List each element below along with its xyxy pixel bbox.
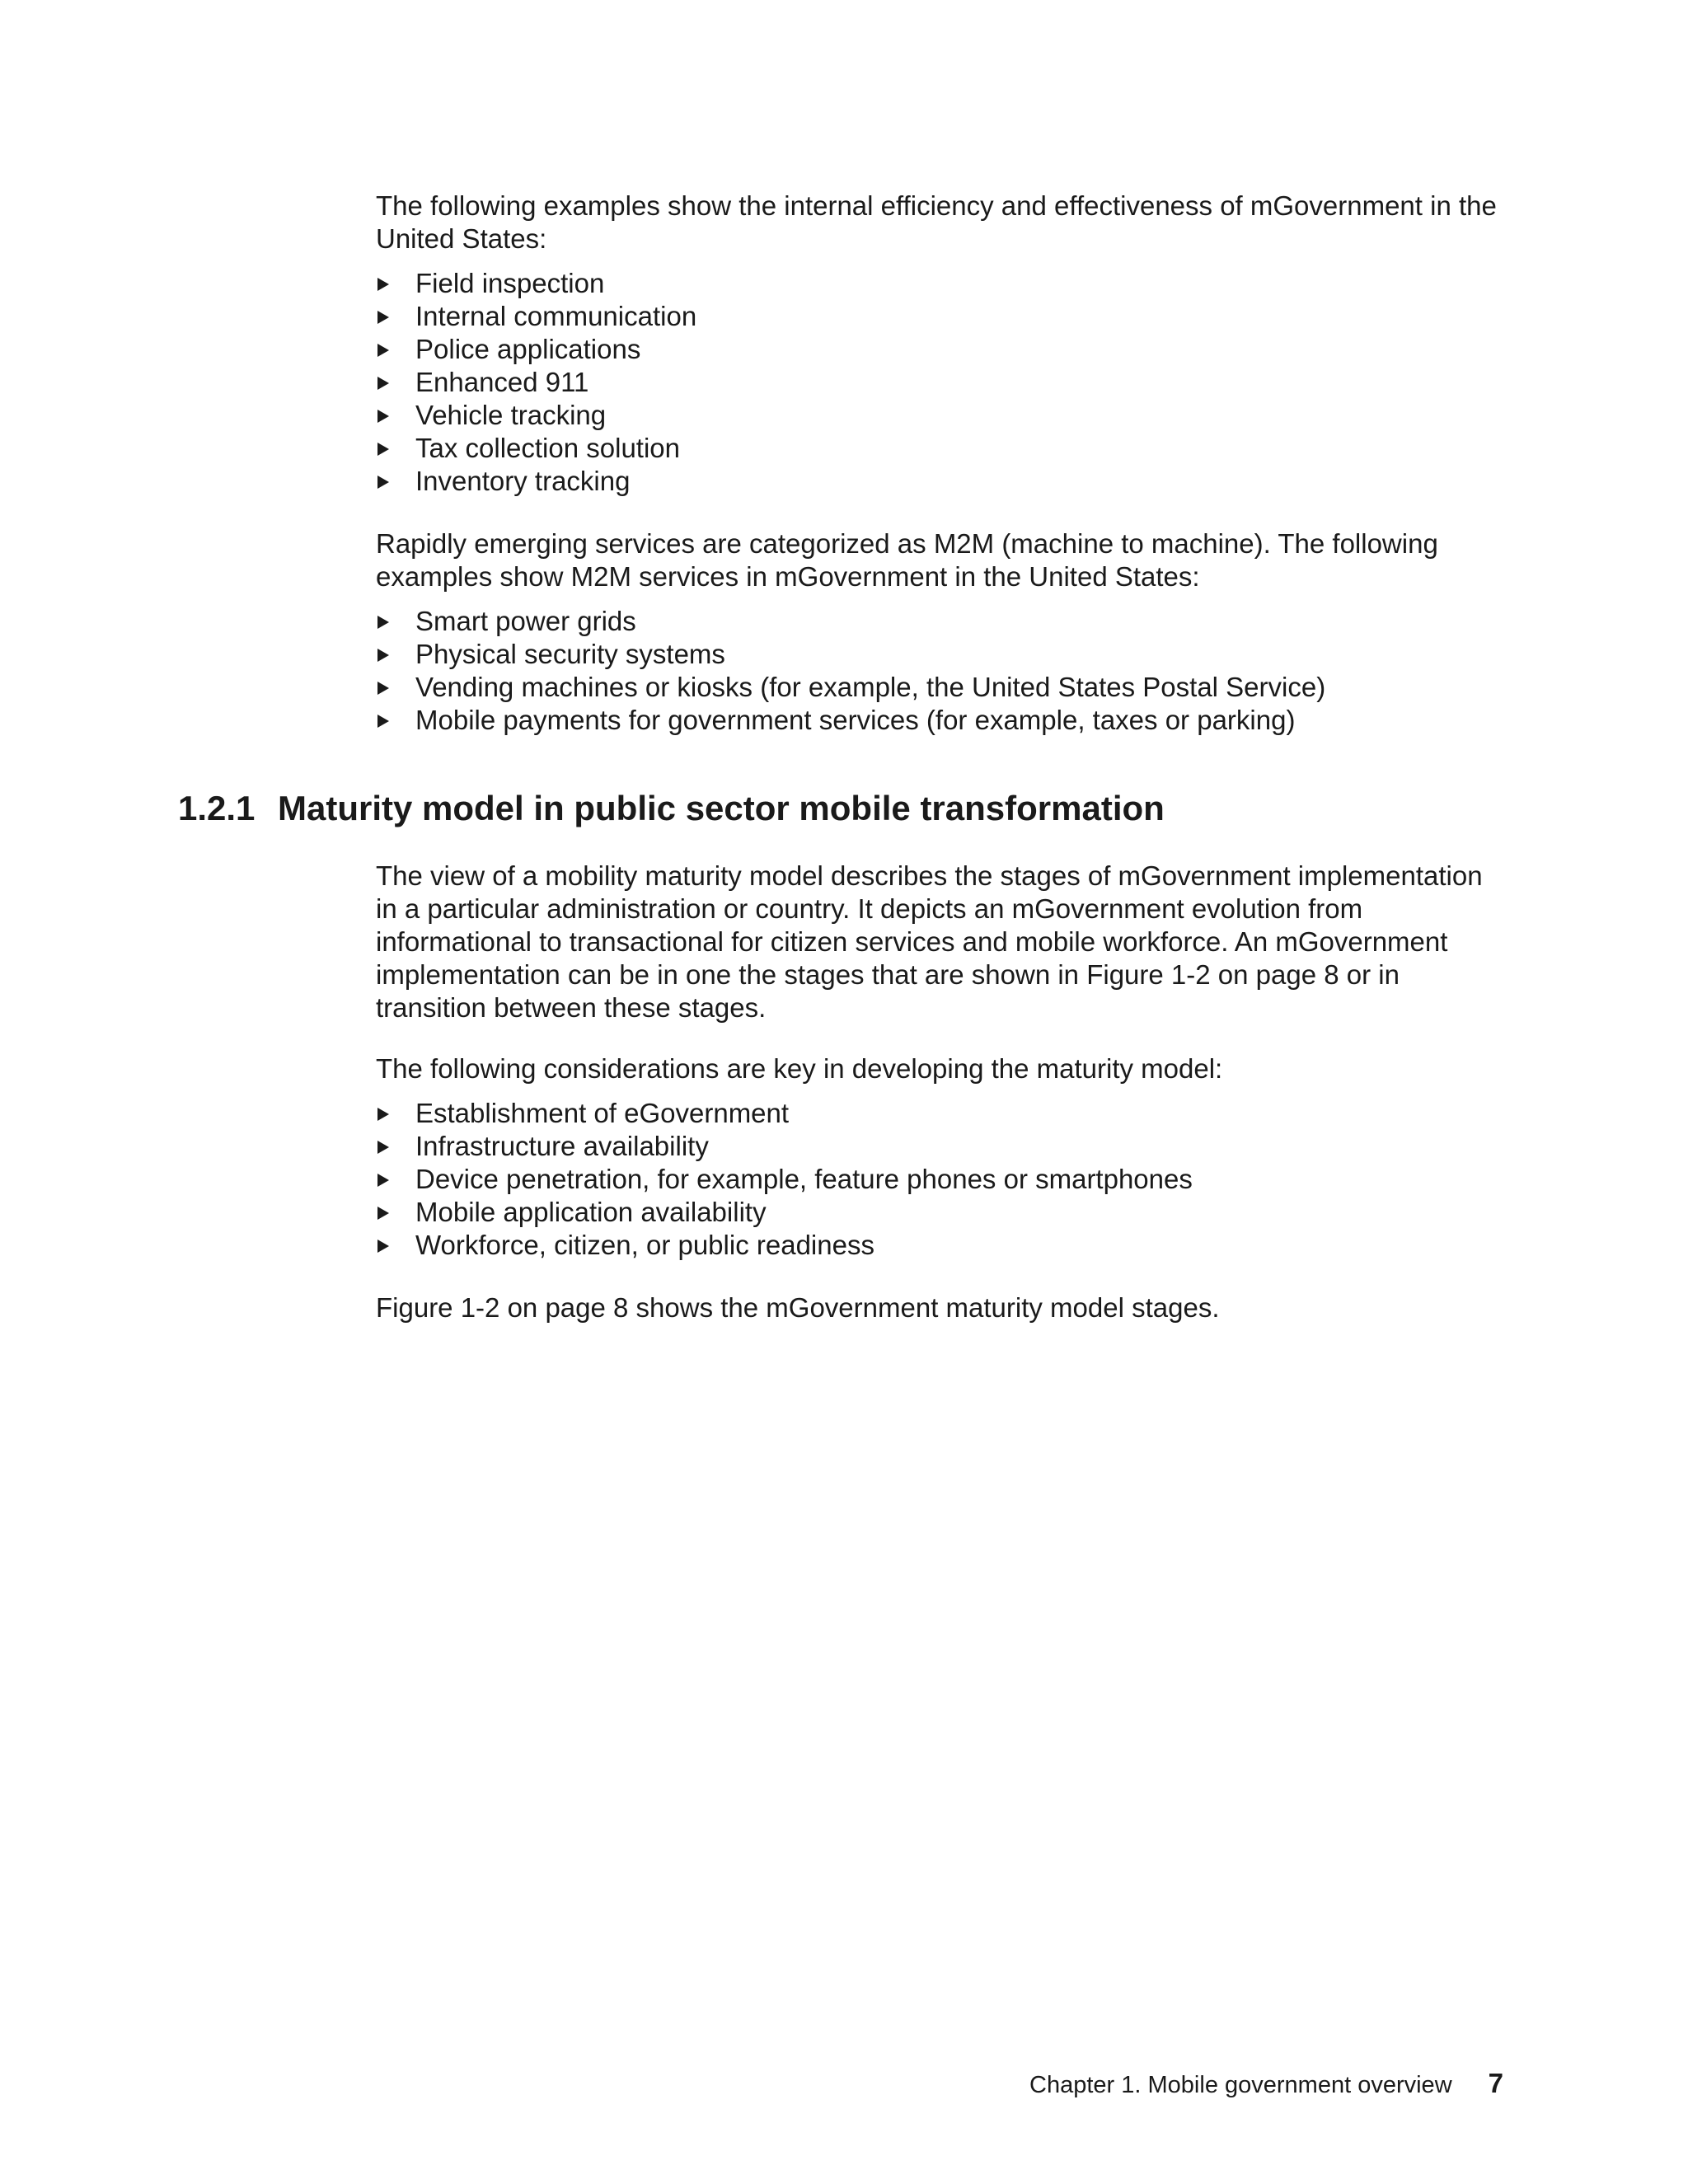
triangle-bullet-icon: [377, 682, 389, 695]
list-item: Mobile application availability: [376, 1196, 1505, 1229]
triangle-bullet-icon: [377, 377, 389, 390]
figure-ref-block: [376, 1291, 1505, 1324]
triangle-bullet-icon: [377, 1141, 389, 1154]
list-item: Field inspection: [376, 267, 1505, 300]
triangle-bullet-icon: [377, 443, 389, 456]
list-item: Vending machines or kiosks (for example, the United States Postal Service): [376, 671, 1505, 704]
considerations-list: [376, 1097, 1505, 1262]
maturity-paragraph: The view of a mobility maturity model describes the stages of mGovernment implementation in a particular administration or country. It depicts an mGovernment evolution from informational to transactional for citizen services and mobile workforce. An mGovernment implementation can be in one the stages that are shown in Figure 1-2 on page 8 or in transition between these stages.: [376, 860, 1483, 1023]
considerations-list-block: [376, 1097, 1505, 1262]
list-item: Workforce, citizen, or public readiness: [376, 1229, 1505, 1262]
m2m-list-block: [376, 605, 1505, 737]
section-heading: [178, 787, 1165, 830]
m2m-block: [376, 527, 1505, 593]
list-item: Establishment of eGovernment: [376, 1097, 1505, 1130]
triangle-bullet-icon: [377, 476, 389, 489]
triangle-bullet-icon: [377, 410, 389, 423]
list-item: Vehicle tracking: [376, 399, 1505, 432]
footer-chapter: Chapter 1. Mobile government overview: [1029, 2072, 1452, 2098]
intro-paragraph: The following examples show the internal efficiency and effectiveness of mGovernment in the United States:: [376, 190, 1497, 254]
triangle-bullet-icon: [377, 1207, 389, 1220]
internal-examples-list: [376, 267, 1505, 498]
list-item: Mobile payments for government services (for example, taxes or parking): [376, 704, 1505, 737]
section-title: Maturity model in public sector mobile transformation: [278, 789, 1165, 827]
triangle-bullet-icon: [377, 311, 389, 324]
list-item: Smart power grids: [376, 605, 1505, 638]
triangle-bullet-icon: [377, 344, 389, 357]
considerations-block: [376, 1052, 1505, 1085]
list-item: Infrastructure availability: [376, 1130, 1505, 1163]
triangle-bullet-icon: [377, 1108, 389, 1121]
triangle-bullet-icon: [377, 278, 389, 291]
list-item: Internal communication: [376, 300, 1505, 333]
maturity-block: [376, 860, 1505, 1024]
considerations-paragraph: The following considerations are key in developing the maturity model:: [376, 1053, 1223, 1084]
figure-ref-paragraph: Figure 1-2 on page 8 shows the mGovernment maturity model stages.: [376, 1292, 1220, 1323]
page-footer: [1029, 2067, 1503, 2102]
list-item: Tax collection solution: [376, 432, 1505, 465]
page-number: 7: [1488, 2068, 1503, 2098]
triangle-bullet-icon: [377, 616, 389, 629]
intro-block: [376, 190, 1505, 255]
section-number: 1.2.1: [178, 789, 256, 827]
m2m-paragraph: Rapidly emerging services are categorized as M2M (machine to machine). The following examples show M2M services in mGovernment in the United States:: [376, 528, 1438, 592]
triangle-bullet-icon: [377, 1174, 389, 1187]
list-item: Police applications: [376, 333, 1505, 366]
triangle-bullet-icon: [377, 649, 389, 662]
triangle-bullet-icon: [377, 1240, 389, 1253]
list-item: Inventory tracking: [376, 465, 1505, 498]
list-item: Physical security systems: [376, 638, 1505, 671]
m2m-examples-list: [376, 605, 1505, 737]
list-item: Enhanced 911: [376, 366, 1505, 399]
triangle-bullet-icon: [377, 715, 389, 728]
list-item: Device penetration, for example, feature phones or smartphones: [376, 1163, 1505, 1196]
internal-list-block: [376, 267, 1505, 498]
